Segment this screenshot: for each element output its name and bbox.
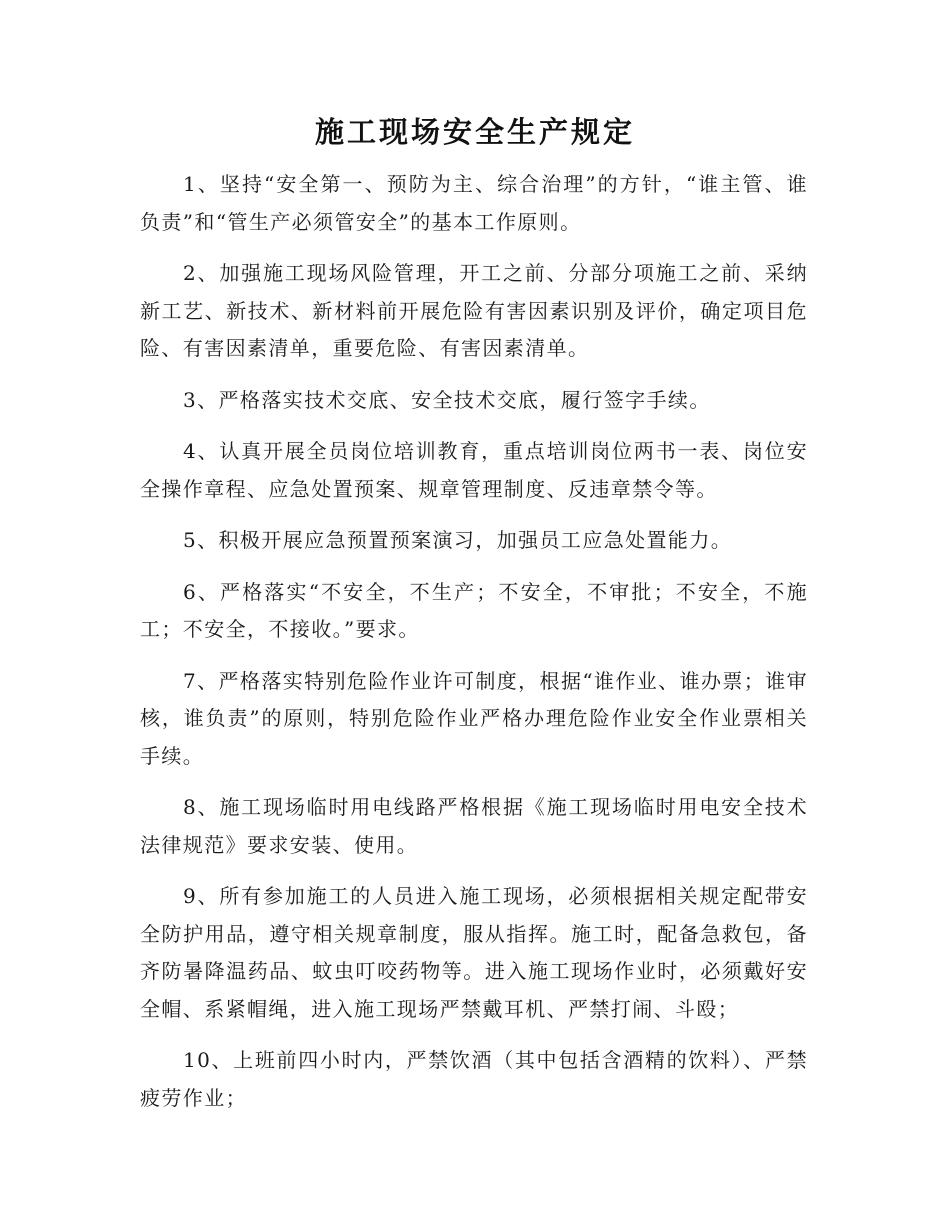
- document-body: [140, 166, 808, 1131]
- rule-paragraph-2: 2、加强施工现场风险管理，开工之前、分部分项施工之前、采纳新工艺、新技术、新材料前开展危险有害因素识别及评价，确定项目危险、有害因素清单，重要危险、有害因素清单。: [140, 261, 808, 360]
- rule-paragraph-5: 5、积极开展应急预置预案演习，加强员工应急处置能力。: [183, 528, 733, 552]
- rule-paragraph-8: 8、施工现场临时用电线路严格根据《施工现场临时用电安全技术法律规范》要求安装、使用。: [140, 795, 808, 857]
- rule-paragraph-9: 9、所有参加施工的人员进入施工现场，必须根据相关规定配带安全防护用品，遵守相关规章制度，服从指挥。施工时，配备急救包，备齐防暑降温药品、蚊虫叮咬药物等。进入施工现场作业时，必须戴好安全帽、系紧帽绳，进入施工现场严禁戴耳机、严禁打闹、斗殴；: [140, 884, 808, 1021]
- document-title: 施工现场安全生产规定: [314, 115, 635, 149]
- rule-paragraph-3: 3、严格落实技术交底、安全技术交底，履行签字手续。: [183, 387, 711, 412]
- rule-paragraph-7: 7、严格落实特别危险作业许可制度，根据“谁作业、谁办票；谁审核，谁负责”的原则，特别危险作业严格办理危险作业安全作业票相关手续。: [140, 668, 808, 768]
- rule-paragraph-6: 6、严格落实“不安全，不生产；不安全，不审批；不安全，不施工；不安全，不接收。”要求。: [140, 579, 808, 641]
- rule-paragraph-4: 4、认真开展全员岗位培训教育，重点培训岗位两书一表、岗位安全操作章程、应急处置预案、规章管理制度、反违章禁令等。: [140, 439, 808, 501]
- rule-paragraph-10: 10、上班前四小时内，严禁饮酒（其中包括含酒精的饮料）、严禁疲劳作业；: [140, 1048, 808, 1110]
- rule-paragraph-1: 1、坚持“安全第一、预防为主、综合治理”的方针，“谁主管、谁负责”和“管生产必须管安全”的基本工作原则。: [140, 172, 808, 234]
